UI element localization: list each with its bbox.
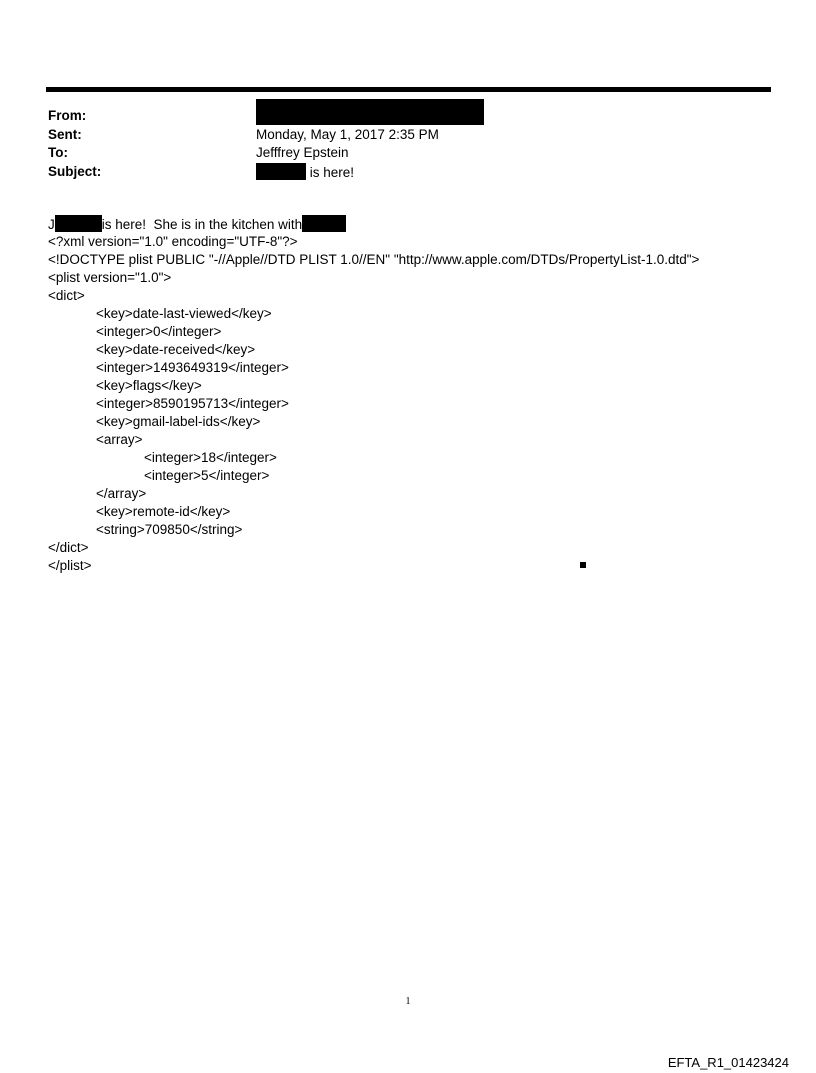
from-row (48, 107, 748, 126)
plist-line: <integer>8590195713</integer> (96, 396, 289, 411)
plist-line: <string>709850</string> (96, 522, 243, 537)
sent-label: Sent: (48, 126, 82, 142)
to-row (48, 144, 748, 163)
plist-line: <key>date-last-viewed</key> (96, 306, 272, 321)
plist-line: <integer>18</integer> (144, 450, 277, 465)
redaction-block (256, 99, 484, 125)
header-rule (46, 87, 771, 92)
document-id: EFTA_R1_01423424 (667, 1055, 789, 1070)
to-label: To: (48, 145, 68, 160)
email-header (48, 107, 748, 181)
plist-line: <integer>1493649319</integer> (96, 360, 289, 375)
plist-line: <dict> (48, 288, 85, 303)
plist-line: <key>date-received</key> (96, 342, 256, 357)
plist-line: <!DOCTYPE plist PUBLIC "-//Apple//DTD PLIST 1.0//EN" "http://www.apple.com/DTDs/PropertyList-1.0.dtd"> (48, 252, 700, 267)
redaction-block (302, 215, 346, 232)
plist-line: <plist version="1.0"> (48, 270, 172, 285)
plist-line: <key>remote-id</key> (96, 504, 231, 519)
subject-label: Subject: (48, 163, 102, 179)
plist-line: </plist> (48, 558, 92, 573)
plist-line: <?xml version="1.0" encoding="UTF-8"?> (48, 234, 298, 249)
to-value: Jefffrey Epstein (256, 145, 349, 160)
sent-row (48, 126, 748, 145)
subject-suffix: is here! (309, 164, 355, 180)
from-label: From: (48, 108, 87, 123)
plist-line: <key>gmail-label-ids</key> (96, 414, 261, 429)
redaction-block (256, 163, 306, 180)
redaction-mark (580, 562, 586, 568)
subject-value (256, 163, 354, 183)
plist-line: </dict> (48, 540, 89, 555)
sent-value: Monday, May 1, 2017 2:35 PM (256, 126, 439, 142)
plist-line: </array> (96, 486, 147, 501)
page-number: 1 (405, 996, 411, 1007)
email-body (48, 215, 788, 575)
first-line-prefix: J (48, 217, 55, 232)
subject-row (48, 163, 748, 182)
redaction-block (55, 215, 102, 232)
first-line-middle: is here! She is in the kitchen with (101, 217, 303, 232)
plist-line: <key>flags</key> (96, 378, 202, 393)
plist-line: <array> (96, 432, 143, 447)
body-first-line (48, 215, 788, 233)
plist-line: <integer>0</integer> (96, 324, 222, 339)
plist-line: <integer>5</integer> (144, 468, 270, 483)
